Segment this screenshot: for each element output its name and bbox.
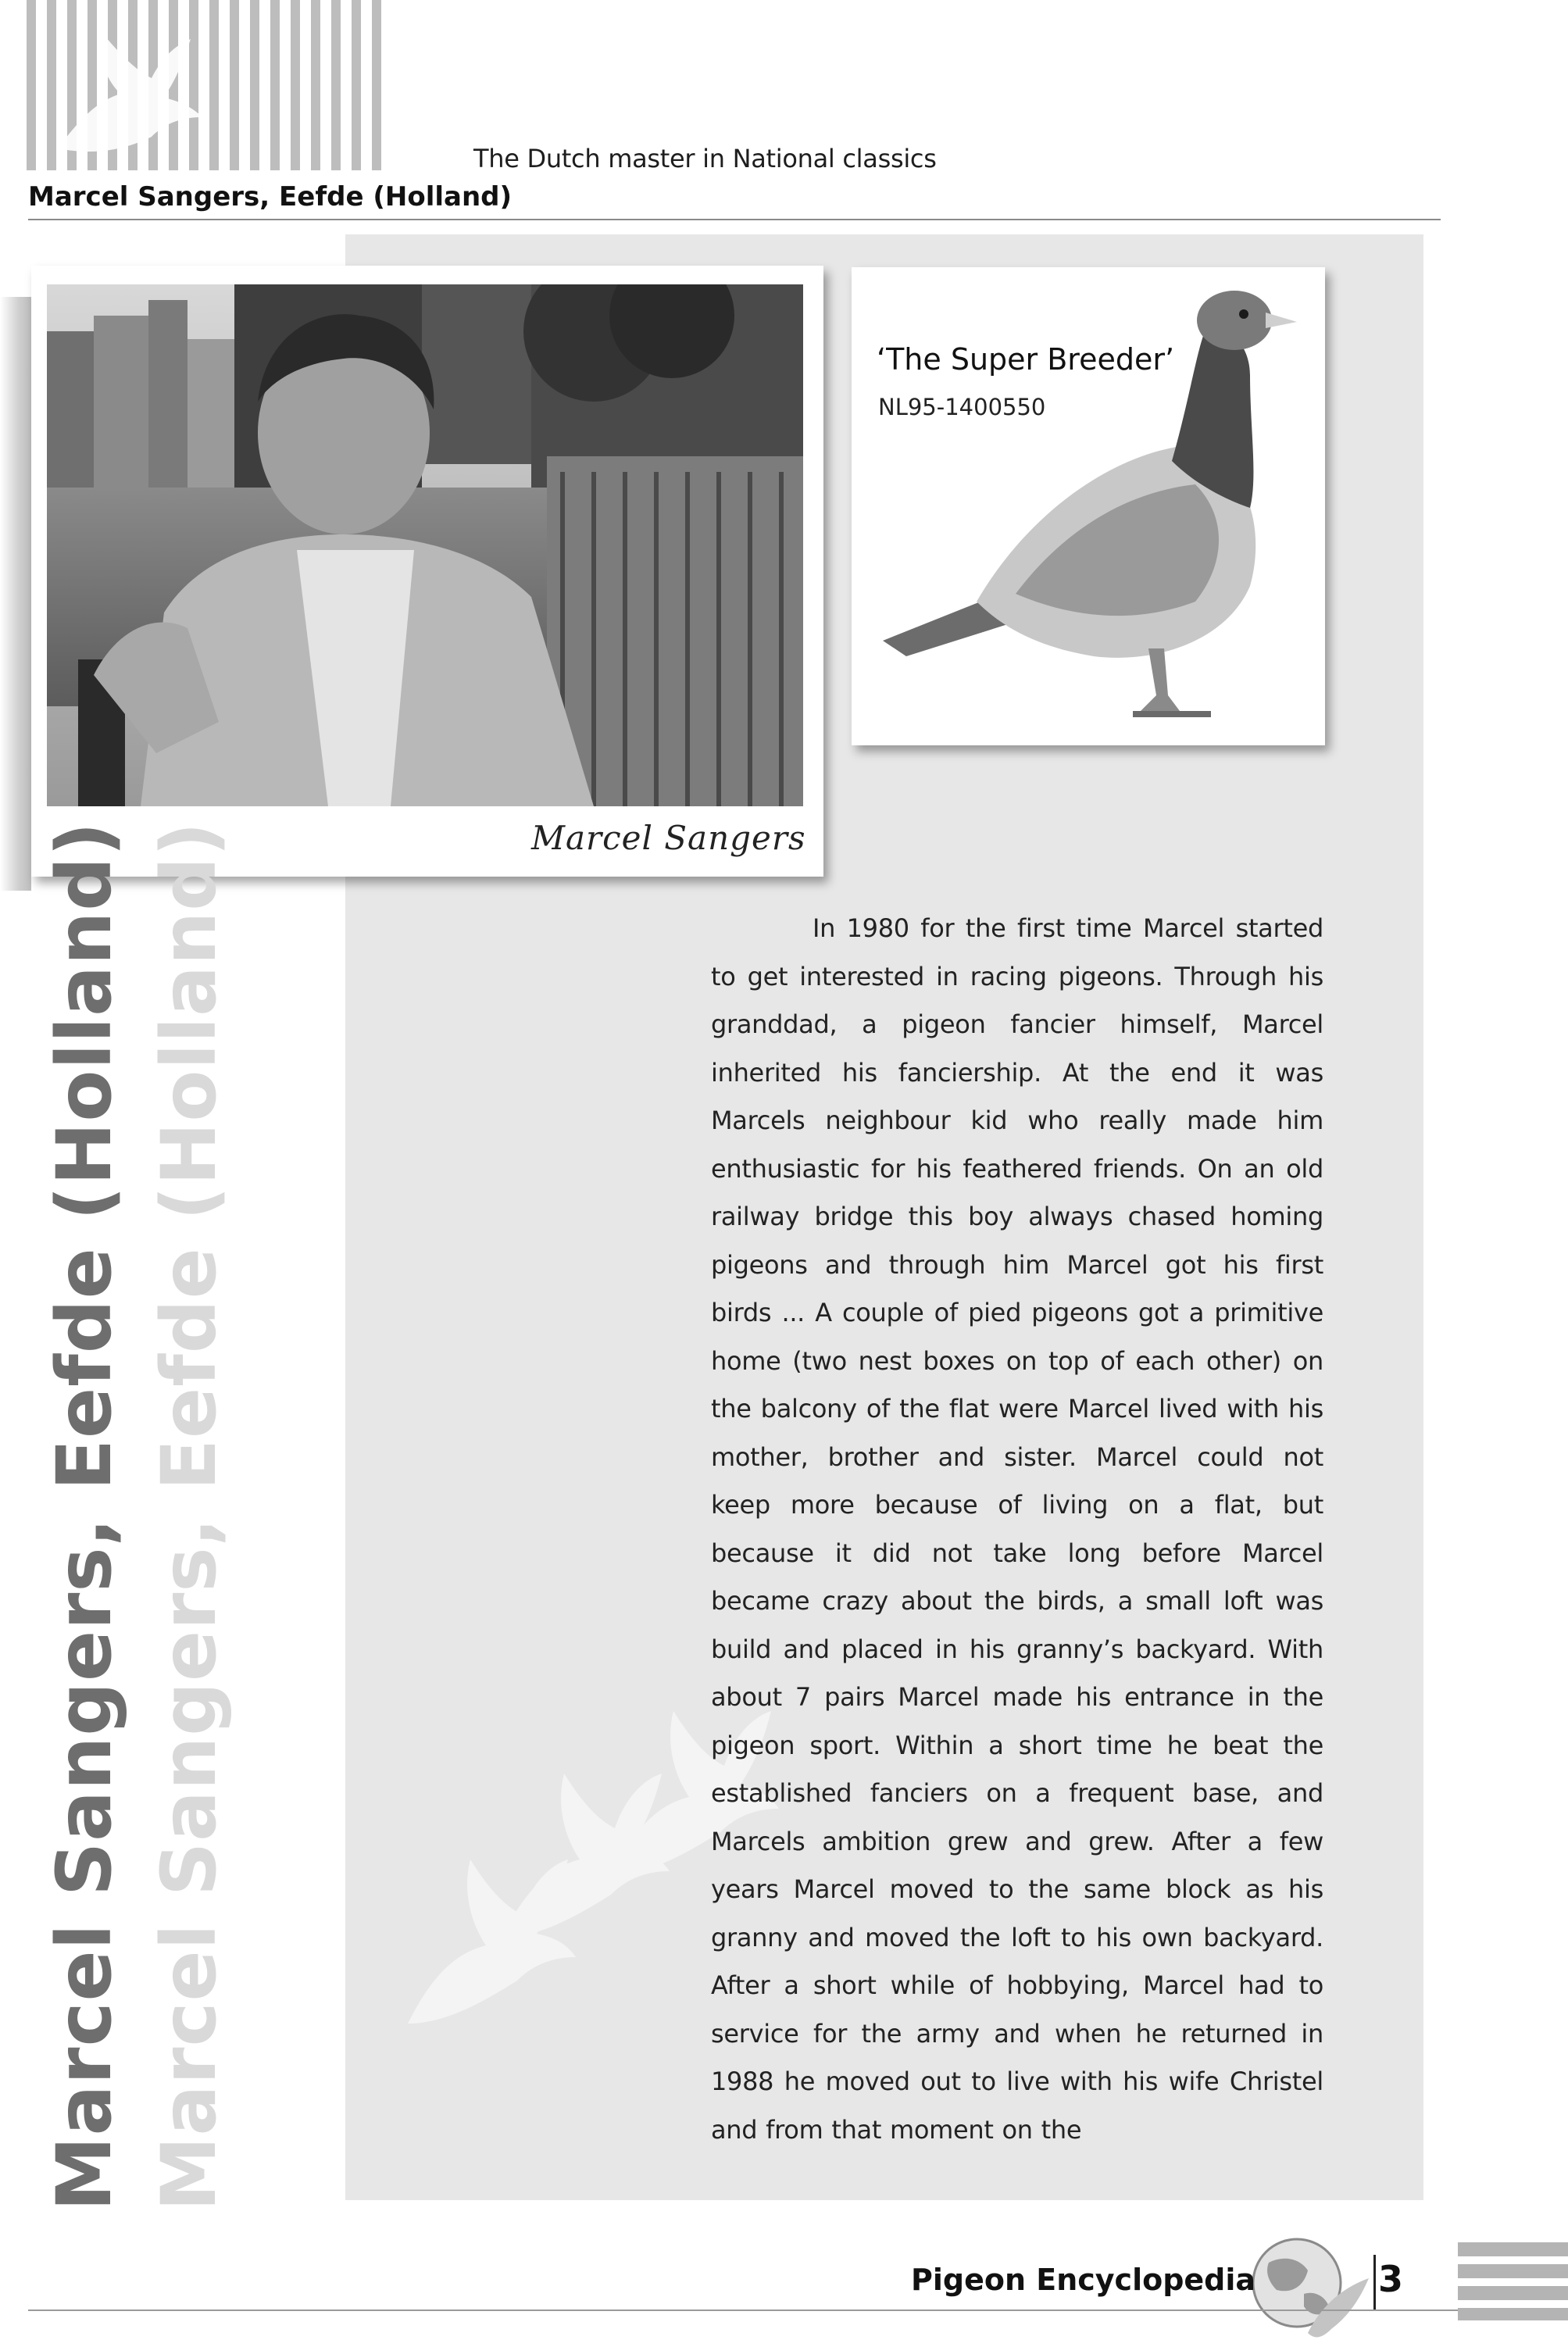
footer-rule xyxy=(28,2309,1544,2311)
article-body: In 1980 for the first time Marcel started to get interested in racing pigeons. Through his granddad, a pigeon fancier himself, Marcel inherited his fanciership. At the end it was Marcels neighbour kid who really made him enthusiastic for his feathered friends. On an old railway bridge this boy always chased homing pigeons and through him Marcel got his first birds ... A couple of pied pigeons got a primitive home (two nest boxes on top of each other) on the balcony of the flat were Marcel lived with his mother, brother and sister. Marcel could not keep more because of living on a flat, but because it did not take long before Marcel became crazy about the birds, a small loft was build and placed in his granny’s backyard. With about 7 pairs Marcel made his entrance in the pigeon sport. Within a short time he beat the established fanciers on a frequent base, and Marcels ambition grew and grew. After a few years Marcel moved to the same block as his granny and moved the loft to his own backyard. After a short while of hobbying, Marcel had to service for the army and when he returned in 1988 he moved out to live with his wife Christel and from that moment on the xyxy=(711,913,1323,2145)
footer-stripes xyxy=(1458,2242,1568,2320)
photo-caption: Marcel Sangers xyxy=(531,819,806,857)
pigeon-ring-number: NL95-1400550 xyxy=(878,394,1046,420)
side-title: Marcel Sangers, Eefde (Holland) xyxy=(41,821,128,2211)
page-number: 3 xyxy=(1378,2258,1404,2300)
header-title: Marcel Sangers, Eefde (Holland) xyxy=(28,181,513,213)
pigeon-name: ‘The Super Breeder’ xyxy=(877,342,1175,377)
portrait-photo xyxy=(47,284,803,806)
footer-divider xyxy=(1373,2255,1376,2309)
panel-shadow xyxy=(0,297,31,891)
footer-title: Pigeon Encyclopedia xyxy=(911,2263,1256,2297)
header-divider xyxy=(28,219,1441,220)
pigeon-logo-icon xyxy=(27,0,391,170)
header-logo xyxy=(27,0,391,170)
header-subtitle: The Dutch master in National classics xyxy=(473,144,937,173)
side-title-shadow: Marcel Sangers, Eefde (Holland) xyxy=(145,821,233,2211)
